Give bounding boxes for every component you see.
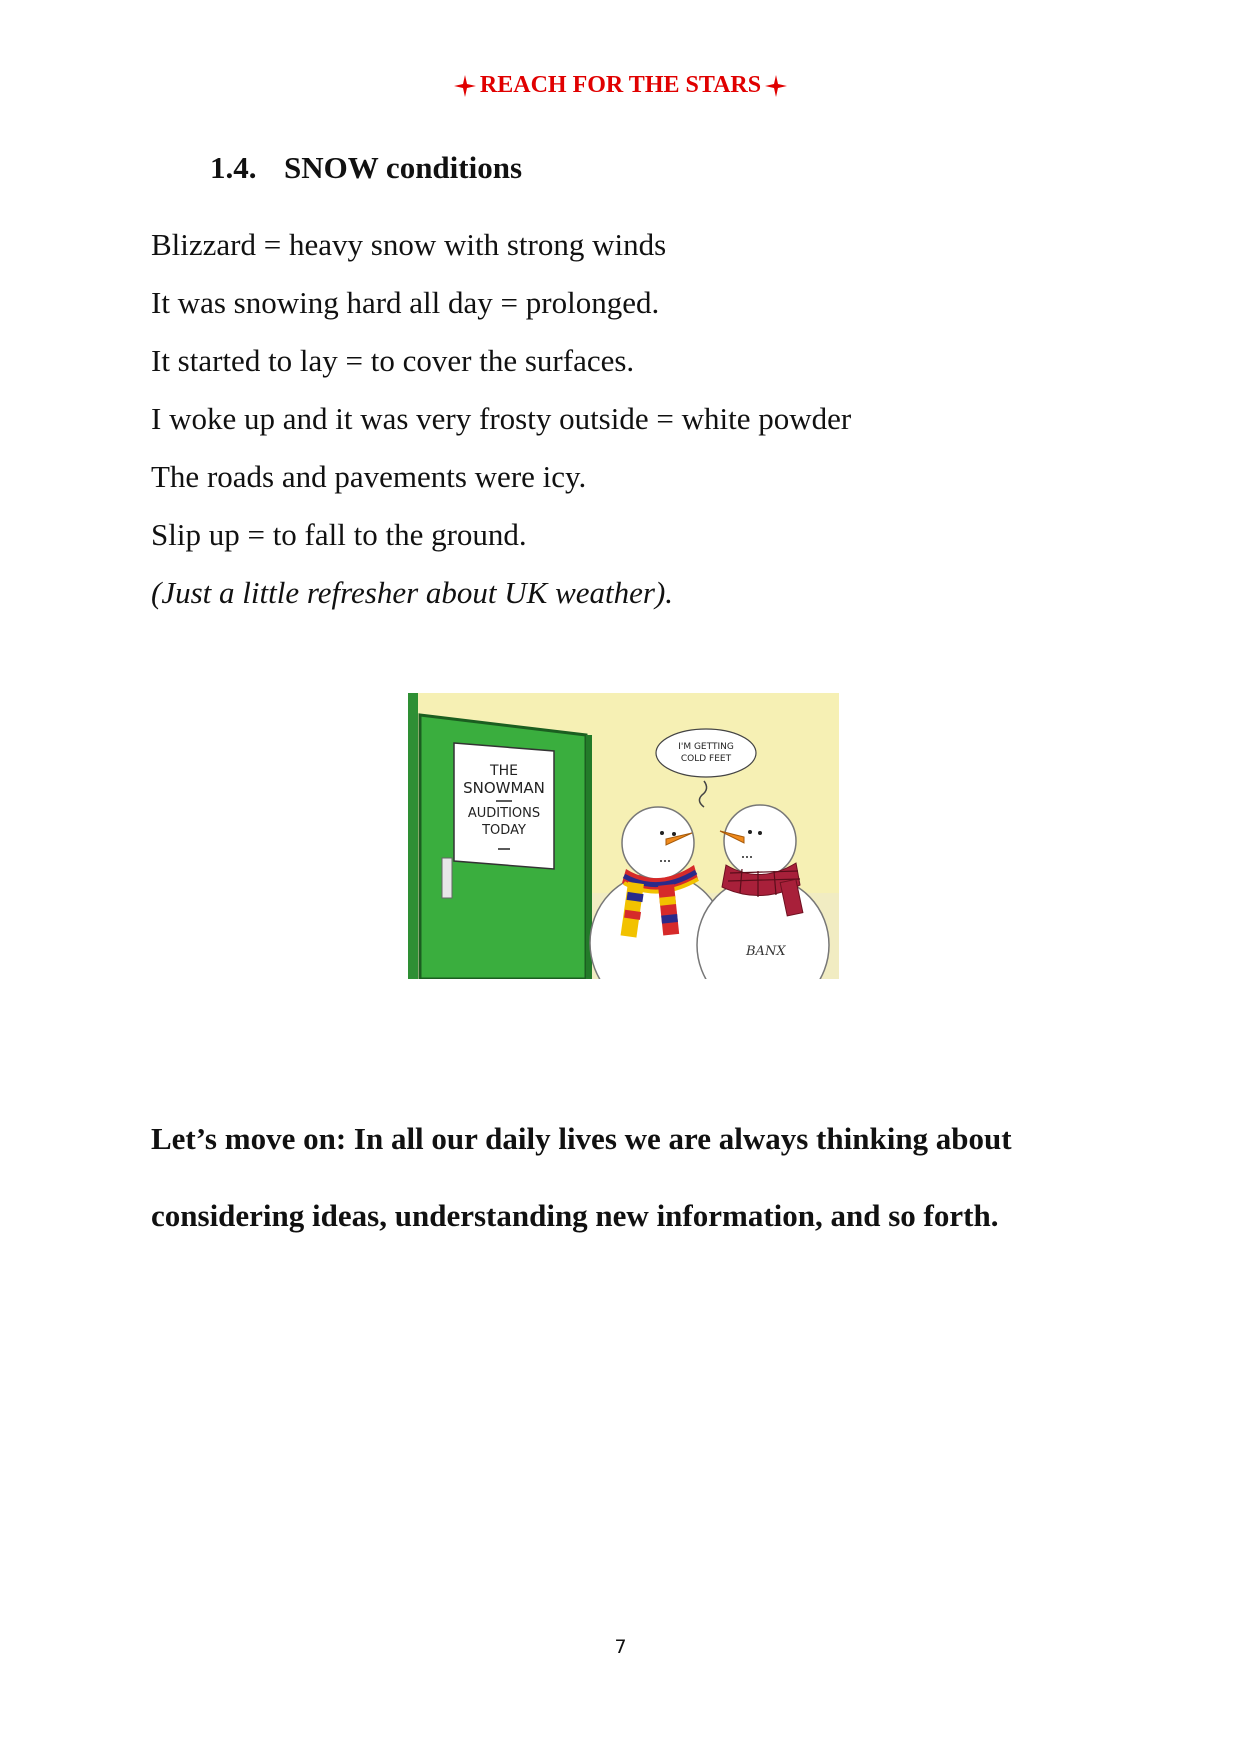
- svg-text:TODAY: TODAY: [482, 823, 526, 838]
- star-icon: [765, 75, 787, 97]
- svg-text:BANX: BANX: [746, 944, 786, 959]
- cartoon-illustration: [408, 693, 839, 979]
- vocabulary-line: It was snowing hard all day = prolonged.: [151, 285, 660, 320]
- vocabulary-line: Slip up = to fall to the ground.: [151, 517, 527, 552]
- section-number: 1.4.: [210, 150, 257, 185]
- vocabulary-line: I woke up and it was very frosty outside = white powder: [151, 401, 852, 436]
- svg-text:COLD FEET: COLD FEET: [680, 754, 732, 764]
- vocabulary-line: It started to lay = to cover the surfaces.: [151, 343, 635, 378]
- svg-text:AUDITIONS: AUDITIONS: [467, 806, 541, 821]
- svg-text:THE: THE: [490, 763, 518, 779]
- auditions-sign: [454, 743, 554, 869]
- closing-line: considering ideas, understanding new information, and so forth.: [151, 1198, 999, 1233]
- refresher-note: (Just a little refresher about UK weather).: [151, 575, 674, 610]
- closing-line: Let’s move on: In all our daily lives we are always thinking about: [151, 1121, 1012, 1156]
- vocabulary-line: The roads and pavements were icy.: [151, 459, 587, 494]
- section-heading: [210, 150, 522, 186]
- section-title: SNOW conditions: [284, 150, 523, 185]
- vocabulary-line: Blizzard = heavy snow with strong winds: [151, 227, 667, 262]
- svg-text:SNOWMAN: SNOWMAN: [463, 779, 545, 797]
- page-number: 7: [614, 1636, 627, 1658]
- closing-paragraph: [151, 1113, 1131, 1267]
- page-header: [0, 72, 1241, 99]
- snowman-cartoon: [408, 693, 839, 979]
- vocabulary-list: [151, 222, 1111, 628]
- star-icon: [454, 75, 476, 97]
- header-title: REACH FOR THE STARS: [479, 72, 762, 98]
- svg-text:I'M GETTING: I'M GETTING: [678, 742, 734, 752]
